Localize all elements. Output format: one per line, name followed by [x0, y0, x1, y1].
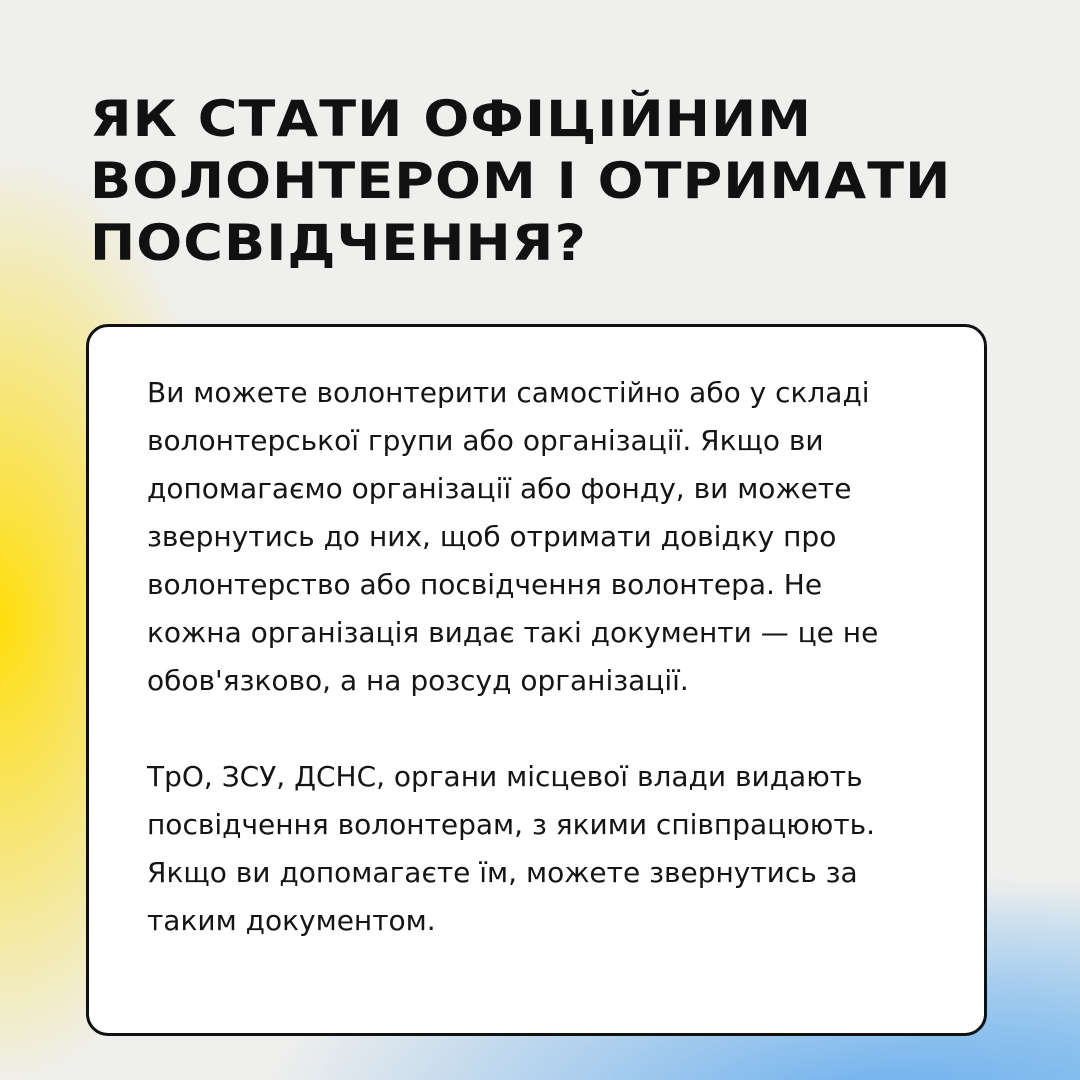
title-line: ПОСВІДЧЕННЯ?: [90, 214, 587, 272]
paragraph-official-certificates: [147, 753, 957, 945]
text-line: таким документом.: [147, 904, 436, 937]
text-line: звернутись до них, щоб отримати довідку про: [147, 520, 837, 553]
text-line: волонтерської групи або організації. Якщо ви: [147, 424, 824, 457]
page-title: [90, 88, 1062, 274]
title-line: ЯК СТАТИ ОФІЦІЙНИМ: [90, 90, 813, 148]
paragraph-independent-volunteering: [147, 369, 957, 705]
text-line: Ви можете волонтерити самостійно або у складі: [147, 376, 870, 409]
text-line: ТрО, ЗСУ, ДСНС, органи місцевої влади видають: [147, 760, 863, 793]
text-line: обов'язково, а на розсуд організації.: [147, 664, 689, 697]
text-line: кожна організація видає такі документи — це не: [147, 616, 879, 649]
title-line: ВОЛОНТЕРОМ І ОТРИМАТИ: [90, 152, 952, 210]
text-line: допомагаємо організації або фонду, ви можете: [147, 472, 852, 505]
info-card: [86, 324, 987, 1036]
text-line: волонтерство або посвідчення волонтера. Не: [147, 568, 823, 601]
text-line: Якщо ви допомагаєте їм, можете звернутись за: [147, 856, 858, 889]
info-card-text: [147, 369, 957, 945]
text-line: посвідчення волонтерам, з якими співпрацюють.: [147, 808, 876, 841]
